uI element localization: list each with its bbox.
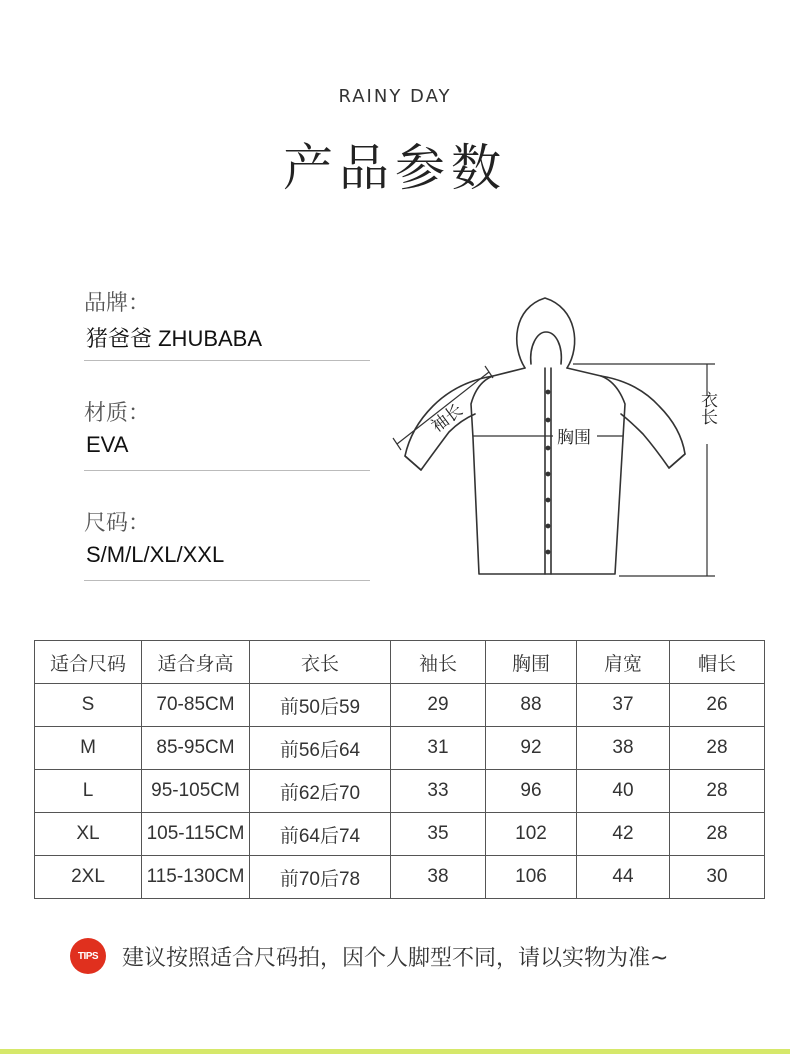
- button-dot: [546, 524, 551, 529]
- button-dot: [546, 498, 551, 503]
- table-row: [35, 727, 765, 770]
- button-dot: [546, 390, 551, 395]
- table-cell: 92: [486, 727, 577, 770]
- table-cell: 38: [577, 727, 670, 770]
- divider: [84, 360, 370, 361]
- table-row: [35, 684, 765, 727]
- placket: [545, 368, 551, 574]
- table-row: [35, 770, 765, 813]
- header-cell: 胸围: [486, 641, 577, 684]
- table-cell: 96: [486, 770, 577, 813]
- tips-badge-icon: TIPS: [70, 938, 106, 974]
- table-cell: 106: [486, 856, 577, 899]
- table-row: [35, 856, 765, 899]
- header-cell: 衣长: [250, 641, 391, 684]
- button-dot: [546, 550, 551, 555]
- hood-opening: [531, 332, 562, 364]
- table-cell: 26: [670, 684, 765, 727]
- buttons: [546, 390, 551, 555]
- table-cell: 115-130CM: [142, 856, 250, 899]
- tips-note: [70, 936, 668, 976]
- header-cell: 肩宽: [577, 641, 670, 684]
- raincoat-diagram: [385, 288, 735, 588]
- spec-label: 品牌：: [84, 291, 151, 316]
- coat-body: [471, 368, 625, 574]
- page-title: 产品参数: [283, 139, 507, 197]
- table-cell: 前62后70: [250, 770, 391, 813]
- table-cell: 前56后64: [250, 727, 391, 770]
- spec-value: S/M/L/XL/XXL: [86, 542, 225, 567]
- table-cell: XL: [35, 813, 142, 856]
- table-cell: 2XL: [35, 856, 142, 899]
- button-dot: [546, 418, 551, 423]
- table-cell: 29: [391, 684, 486, 727]
- spec-label: 材质：: [84, 401, 151, 426]
- header-cell: 适合尺码: [35, 641, 142, 684]
- spec-label: 尺码：: [84, 511, 151, 536]
- table-cell: S: [35, 684, 142, 727]
- table-cell: 前70后78: [250, 856, 391, 899]
- table-cell: 前64后74: [250, 813, 391, 856]
- table-cell: 102: [486, 813, 577, 856]
- spec-value: EVA: [86, 432, 129, 457]
- table-cell: 42: [577, 813, 670, 856]
- divider: [84, 580, 370, 581]
- table-cell: 70-85CM: [142, 684, 250, 727]
- hood-outline: [517, 298, 575, 368]
- size-table-container: [34, 640, 765, 899]
- header-cell: 适合身高: [142, 641, 250, 684]
- length-label: 衣长: [697, 391, 717, 425]
- table-cell: 38: [391, 856, 486, 899]
- bottom-accent-bar: [0, 1049, 790, 1054]
- right-sleeve: [601, 376, 685, 468]
- table-header-row: [35, 641, 765, 684]
- table-cell: M: [35, 727, 142, 770]
- size-table: [34, 640, 765, 899]
- header-cell: 帽长: [670, 641, 765, 684]
- spec-value: 猪爸爸 ZHUBABA: [86, 326, 263, 351]
- table-cell: 28: [670, 770, 765, 813]
- spec-material: [84, 390, 370, 500]
- table-cell: 31: [391, 727, 486, 770]
- sleeve-label: 袖长: [427, 400, 467, 437]
- table-cell: 28: [670, 813, 765, 856]
- table-row: [35, 813, 765, 856]
- left-cuff: [405, 456, 421, 470]
- button-dot: [546, 446, 551, 451]
- sleeve-measure-end: [393, 438, 401, 450]
- table-cell: 30: [670, 856, 765, 899]
- spec-size: [84, 500, 370, 610]
- table-cell: 33: [391, 770, 486, 813]
- table-cell: 85-95CM: [142, 727, 250, 770]
- right-cuff: [669, 454, 685, 468]
- table-cell: 前50后59: [250, 684, 391, 727]
- table-cell: 88: [486, 684, 577, 727]
- spec-list: [84, 280, 370, 610]
- table-cell: 105-115CM: [142, 813, 250, 856]
- table-cell: 28: [670, 727, 765, 770]
- table-cell: 40: [577, 770, 670, 813]
- tips-text: 建议按照适合尺码拍，因个人脚型不同，请以实物为准~: [122, 945, 669, 971]
- chest-label: 胸围: [557, 428, 591, 448]
- table-cell: 44: [577, 856, 670, 899]
- table-cell: 37: [577, 684, 670, 727]
- table-cell: 35: [391, 813, 486, 856]
- table-cell: 95-105CM: [142, 770, 250, 813]
- subtitle: RAINY DAY: [338, 86, 452, 107]
- header-cell: 袖长: [391, 641, 486, 684]
- divider: [84, 470, 370, 471]
- table-cell: L: [35, 770, 142, 813]
- spec-brand: [84, 280, 370, 390]
- button-dot: [546, 472, 551, 477]
